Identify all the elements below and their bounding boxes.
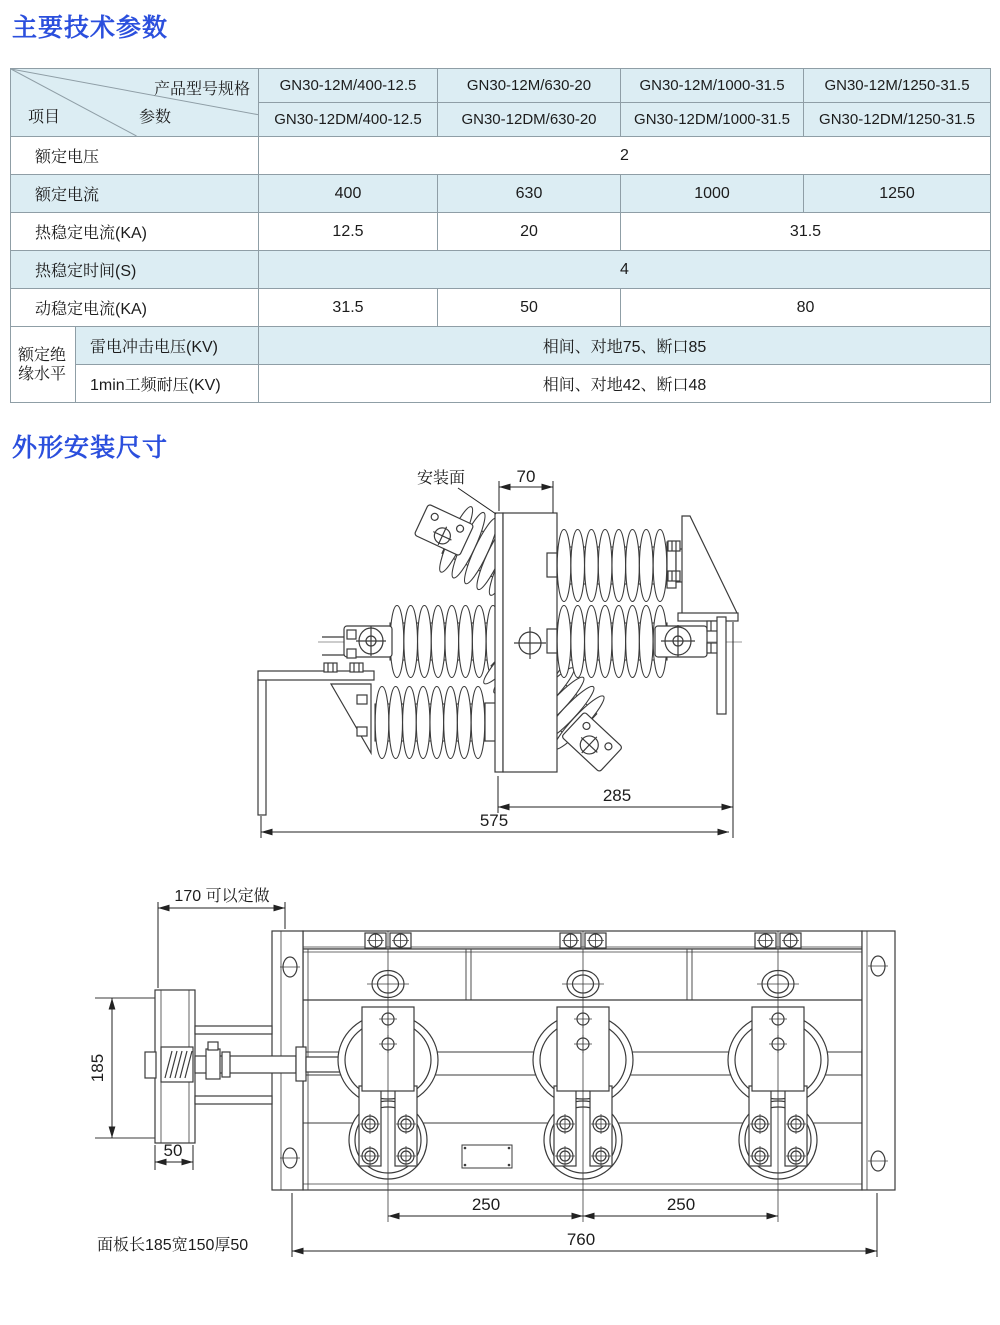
- row-label-thermal-time: 热稳定时间(S): [11, 251, 259, 289]
- dim-185-label: 185: [88, 1053, 107, 1083]
- value-dynamic-current-1: 31.5: [259, 289, 438, 327]
- row-label-power-frequency: 1min工频耐压(KV): [76, 365, 259, 403]
- insulator-middle-right: [557, 606, 667, 678]
- terminal-plate-left: [344, 626, 392, 658]
- dim-70-label: 70: [516, 467, 536, 486]
- dim-50-label: 50: [163, 1141, 183, 1160]
- value-rated-current-1000: 1000: [621, 175, 804, 213]
- model-cell: GN30-12DM/400-12.5: [259, 103, 438, 137]
- model-cell: GN30-12DM/1250-31.5: [804, 103, 991, 137]
- row-label-lightning-impulse: 雷电冲击电压(KV): [76, 327, 259, 365]
- corner-label-item: 项目: [28, 109, 61, 126]
- dim-250-label-1: 250: [471, 1195, 501, 1214]
- insulator-middle-left: [390, 606, 500, 678]
- value-thermal-current-34: 31.5: [621, 213, 991, 251]
- left-mounting-wall: [258, 663, 374, 815]
- spring: [161, 1047, 193, 1082]
- value-thermal-time: 4: [259, 251, 991, 289]
- value-power-frequency: 相间、对地42、断口48: [259, 365, 991, 403]
- terminal-plate-right: [655, 617, 726, 714]
- value-rated-voltage: 2: [259, 137, 991, 175]
- corner-label-parameter: 参数: [139, 109, 172, 126]
- dim-575-label: 575: [479, 811, 509, 830]
- side-view-drawing: [0, 455, 1000, 855]
- page-title-outline-dimensions: 外形安装尺寸: [12, 434, 169, 462]
- table-corner-cell: [11, 69, 259, 137]
- operating-rod: [717, 617, 726, 714]
- model-cell: GN30-12M/1250-31.5: [804, 69, 991, 103]
- value-dynamic-current-34: 80: [621, 289, 991, 327]
- model-cell: GN30-12DM/1000-31.5: [621, 103, 804, 137]
- value-lightning-impulse: 相间、对地75、断口85: [259, 327, 991, 365]
- insulator-top-right: [557, 530, 667, 602]
- row-label-thermal-current: 热稳定电流(KA): [11, 213, 259, 251]
- front-view-drawing: [0, 855, 1000, 1275]
- page-title-main-parameters: 主要技术参数: [12, 14, 169, 42]
- row-label-rated-current: 额定电流: [11, 175, 259, 213]
- terminal-middle-left: [322, 637, 344, 655]
- nameplate: [462, 1145, 512, 1168]
- value-thermal-current-2: 20: [438, 213, 621, 251]
- model-cell: GN30-12DM/630-20: [438, 103, 621, 137]
- value-rated-current-630: 630: [438, 175, 621, 213]
- value-rated-current-1250: 1250: [804, 175, 991, 213]
- model-cell: GN30-12M/400-12.5: [259, 69, 438, 103]
- row-group-insulation-level: 额定绝缘水平: [11, 327, 76, 403]
- value-rated-current-400: 400: [259, 175, 438, 213]
- spec-table: [10, 68, 991, 403]
- dim-760-label: 760: [566, 1230, 596, 1249]
- value-dynamic-current-2: 50: [438, 289, 621, 327]
- mounting-face-label: 安装面: [417, 470, 466, 487]
- corner-label-product-model: 产品型号规格: [153, 81, 250, 98]
- dim-170-label: 170 可以定做: [174, 888, 270, 905]
- value-thermal-current-1: 12.5: [259, 213, 438, 251]
- right-end-plate: [862, 931, 895, 1190]
- model-cell: GN30-12M/1000-31.5: [621, 69, 804, 103]
- dim-285-label: 285: [602, 786, 632, 805]
- model-cell: GN30-12M/630-20: [438, 69, 621, 103]
- row-label-rated-voltage: 额定电压: [11, 137, 259, 175]
- row-label-dynamic-current: 动稳定电流(KA): [11, 289, 259, 327]
- panel-note-label: 面板长185宽150厚50: [97, 1237, 249, 1254]
- insulator-bottom-left: [375, 687, 485, 759]
- dim-250-label-2: 250: [666, 1195, 696, 1214]
- bracket-top-right: [667, 516, 738, 621]
- insulator-flange: [485, 703, 496, 741]
